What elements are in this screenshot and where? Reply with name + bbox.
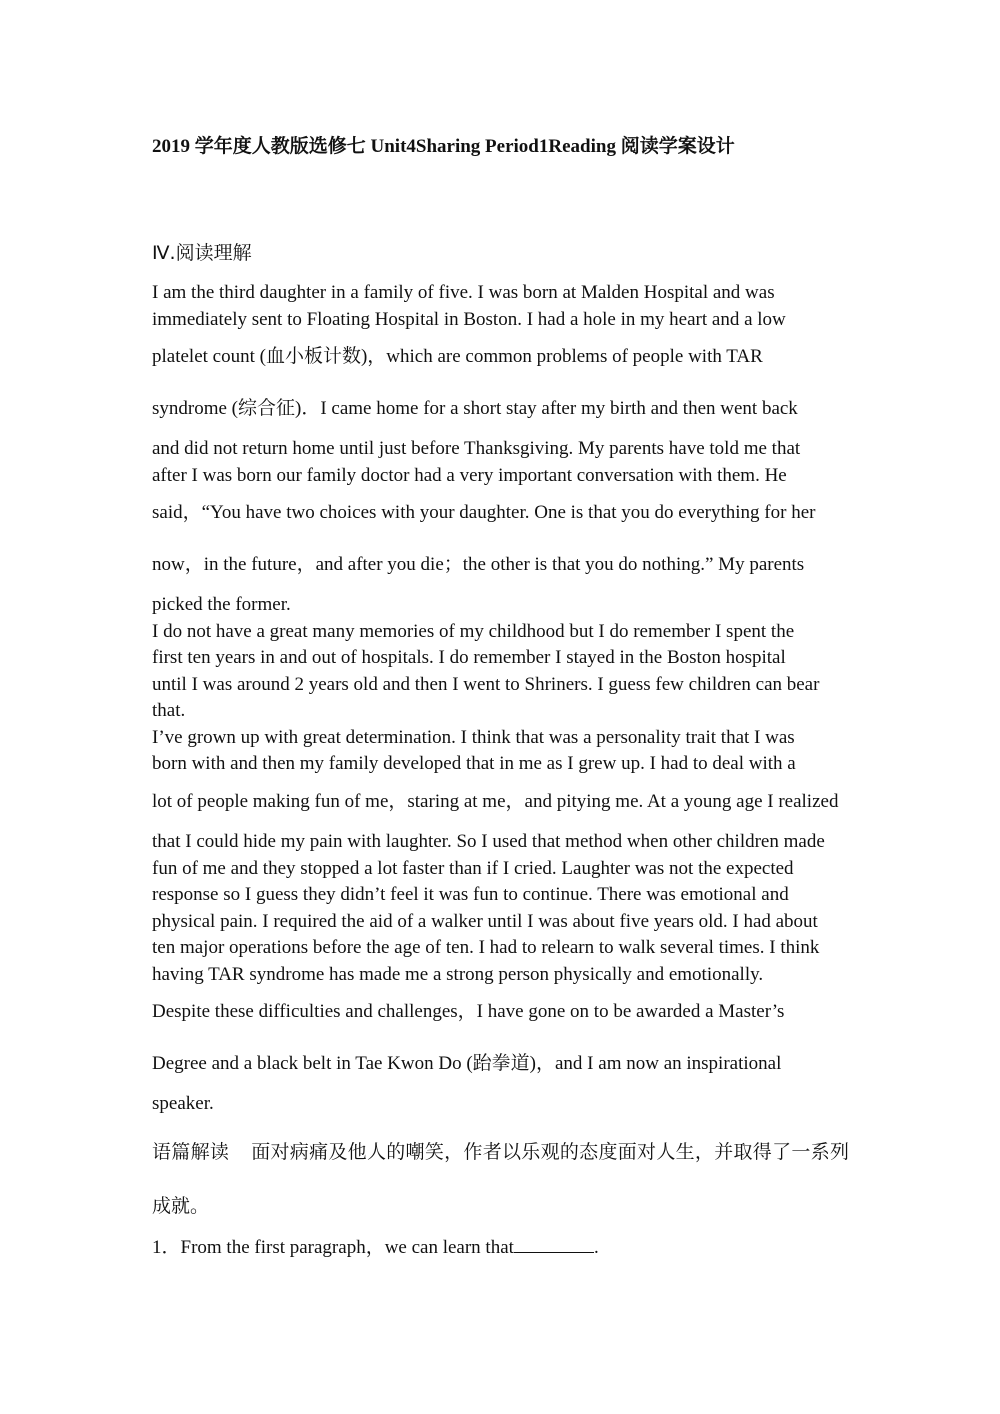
passage-line: I am the third daughter in a family of five. I was born at Malden Hospital and was [152, 282, 775, 303]
passage-line: lot of people making fun of me，staring at me，and pitying me. At a young age I realized [152, 790, 839, 812]
passage-paragraph-3 [152, 725, 849, 1118]
passage-line: platelet count (血小板计数)，which are common problems of people with TAR [152, 346, 763, 367]
answer-blank[interactable] [514, 1234, 594, 1253]
passage-line: immediately sent to Floating Hospital in Boston. I had a hole in my heart and a low [152, 308, 786, 330]
passage-line: that. [152, 700, 186, 721]
document-title: 2019 学年度人教版选修七 Unit4Sharing Period1Reading 阅读学案设计 [152, 136, 735, 157]
passage-line: Despite these difficulties and challenges，I have gone on to be awarded a Master’s [152, 1001, 785, 1022]
passage-line: having TAR syndrome has made me a strong person physically and emotionally. [152, 963, 764, 985]
reading-passage [152, 280, 849, 1118]
passage-line: first ten years in and out of hospitals. I do remember I stayed in the Boston hospital [152, 647, 786, 668]
question-1 [152, 1234, 599, 1262]
passage-line: now，in the future，and after you die；the other is that you do nothing.” My parents [152, 553, 805, 575]
summary-text: 面对病痛及他人的嘲笑，作者以乐观的态度面对人生，并取得了一系列成就。 [152, 1141, 849, 1217]
passage-line: born with and then my family developed that in me as I grew up. I had to deal with a [152, 753, 796, 774]
question-text: 1．From the first paragraph，we can learn that [152, 1237, 514, 1258]
passage-line: I’ve grown up with great determination. I think that was a personality trait that I was [152, 726, 795, 748]
passage-line: ten major operations before the age of ten. I had to relearn to walk several times. I think [152, 937, 820, 958]
passage-line: physical pain. I required the aid of a walker until I was about five years old. I had about [152, 910, 818, 932]
passage-line: until I was around 2 years old and then I went to Shriners. I guess few children can bear [152, 673, 820, 695]
section-heading: Ⅳ.阅读理解 [152, 242, 252, 264]
passage-line: picked the former. [152, 594, 291, 615]
passage-line: response so I guess they didn’t feel it was fun to continue. There was emotional and [152, 884, 789, 905]
passage-line: and did not return home until just before Thanksgiving. My parents have told me that [152, 438, 801, 459]
passage-line: said，“You have two choices with your daughter. One is that you do everything for her [152, 502, 816, 523]
passage-line: syndrome (综合征)．I came home for a short stay after my birth and then went back [152, 397, 798, 419]
passage-line: after I was born our family doctor had a very important conversation with them. He [152, 464, 787, 486]
passage-line: Degree and a black belt in Tae Kwon Do (跆拳道)，and I am now an inspirational [152, 1052, 782, 1074]
passage-paragraph-2 [152, 619, 849, 725]
passage-line: I do not have a great many memories of my childhood but I do remember I spent the [152, 620, 795, 642]
passage-line: that I could hide my pain with laughter. So I used that method when other children made [152, 831, 825, 852]
passage-paragraph-1 [152, 280, 849, 619]
question-end: . [593, 1237, 599, 1258]
passage-line: fun of me and they stopped a lot faster than if I cried. Laughter was not the expected [152, 857, 794, 879]
passage-summary [152, 1125, 849, 1233]
summary-label: 语篇解读 [152, 1141, 230, 1163]
passage-line: speaker. [152, 1093, 214, 1114]
